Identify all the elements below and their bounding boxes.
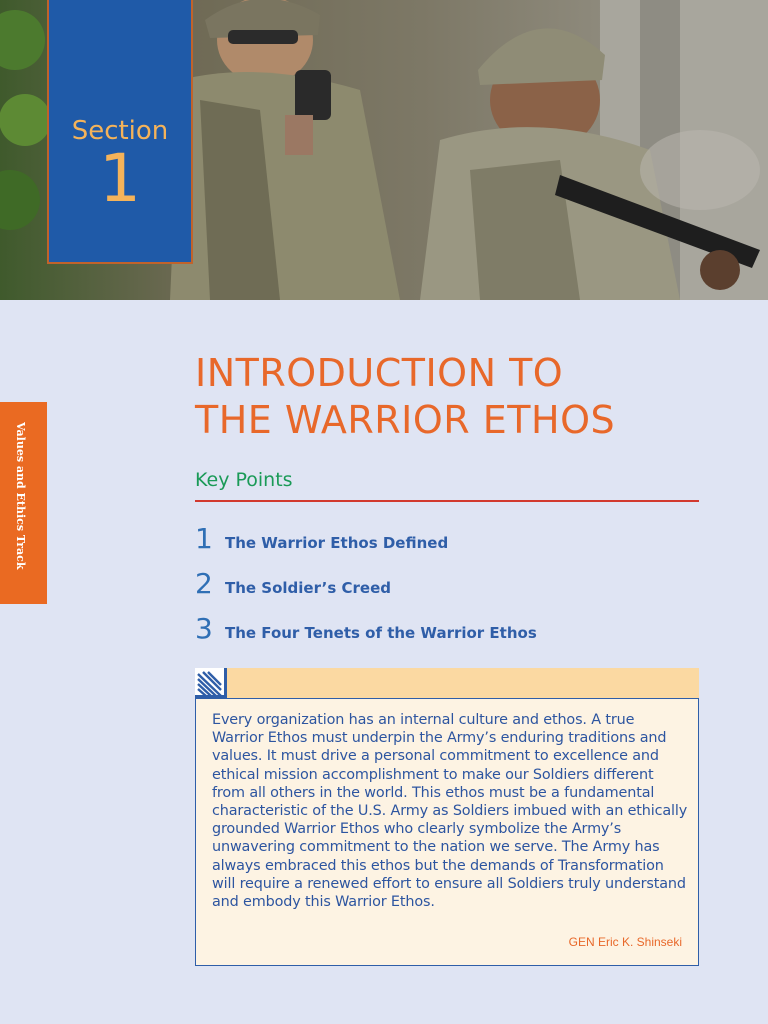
key-point-label: The Four Tenets of the Warrior Ethos [225, 624, 537, 642]
key-point-label: The Warrior Ethos Defined [225, 534, 449, 552]
section-label: Section [71, 116, 169, 146]
section-number: 1 [99, 140, 141, 217]
quote-header-bar [195, 668, 699, 698]
quote-box [195, 698, 699, 966]
key-point-item [195, 612, 537, 645]
key-points-heading: Key Points [195, 469, 293, 491]
track-side-tab [0, 402, 47, 604]
key-point-item [195, 522, 449, 555]
track-label: Values and Ethics Track [14, 422, 27, 570]
title-line-1: INTRODUCTION TO [195, 351, 564, 395]
page-title [195, 350, 715, 444]
title-line-2: THE WARRIOR ETHOS [195, 398, 616, 442]
section-marker [47, 0, 193, 264]
quote-attribution: GEN Eric K. Shinseki [568, 935, 682, 949]
key-point-item [195, 567, 391, 600]
key-points-divider [195, 500, 699, 502]
key-point-number: 1 [195, 522, 213, 555]
key-point-number: 2 [195, 567, 213, 600]
quote-mark-icon [195, 668, 227, 698]
key-point-number: 3 [195, 612, 213, 645]
quote-text: Every organization has an internal culture and ethos. A true Warrior Ethos must underpin the Army’s enduring traditions and values. It must drive a personal commitment to excellence and ethical mission accomplishment to make our Soldiers different from all others in the world. This ethos must be a fundamental characteristic of the U.S. Army as Soldiers imbued with an ethically grounded Warrior Ethos who clearly symbolize the Army’s unwavering commitment to the nation we serve. The Army has always embraced this ethos but the demands of Transformation will require a renewed effort to ensure all Soldiers truly understand and embody this Warrior Ethos. [212, 712, 688, 911]
key-point-label: The Soldier’s Creed [225, 579, 391, 597]
